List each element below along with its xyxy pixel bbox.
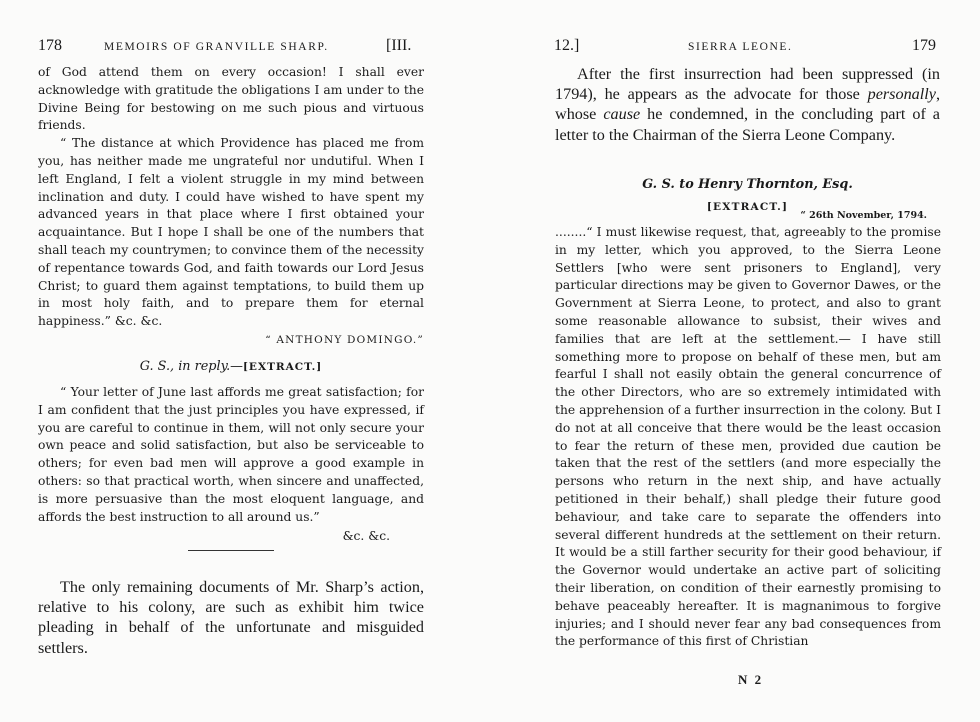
right-page-number: 179 — [912, 37, 936, 54]
letter-heading: G. S. to Henry Thornton, Esq. — [642, 177, 853, 192]
left-running-title: MEMOIRS OF GRANVILLE SHARP. — [104, 41, 329, 53]
narrative-paragraph — [38, 577, 424, 658]
signature-mark: N 2 — [738, 672, 764, 687]
letter-paragraph: of God attend them on every occasion! I shall ever acknowledge with gratitude the obligations I am under to the Divine Being for bestowing on me such pious and virtuous friends. — [38, 65, 424, 133]
letter-body-text: ........“ I must likewise request, that, agreeably to the promise in my letter, which you approved, to the Sierra Leone Settlers [who were sent prisoners to England], very particular directions may be given to Governor Dawes, or the Government at Sierra Leone, to protect, and also to grant some reasonable allowance to subsist, their wives and families that are left at the settlement.— I have still something more to propose on behalf of these men, but am fearful I shall not easily obtain the general concurrence of the other Directors, who are so extremely intimidated with the apprehension of a further insurrection in the colony. But I do not at all conceive that there would be the least occasion to fear the return of these men, provided due caution be taken that the rest of the settlers (and more especially the persons who return in the next ship, and have actually petitioned in their behalf,) shall pledge their future good behaviour, and take care to separate the offenders into several different hundreds at the settlement on their return. It would be a still farther security for their good behaviour, if the Governor would undertake an active part of soliciting their liberation, on condition of their earnestly promising to behave peaceably hereafter. It is magnanimous to forgive injuries; and I should never fear any bad consequences from the performance of this first of Christian — [555, 225, 941, 649]
letter-signature: “ ANTHONY DOMINGO.” — [265, 333, 424, 346]
section-divider — [188, 550, 274, 551]
letter-paragraph: “ The distance at which Providence has placed me from you, has neither made me ungrateful nor undutiful. When I left England, I felt a violent struggle in my mind between inclination and duty. I could have wished to have spent my advanced years in that place where I first obtained your acquaintance. But I hope I shall be one of the numbers that shall teach my countrymen; to convince them of the necessity of repentance towards God, and faith towards our Lord Jesus Christ; to guard them against temptations, to build them up in most holy faith, and to prepare them for eternal happiness.” &c. &c. — [38, 136, 424, 329]
letter-body — [555, 224, 941, 651]
extract-label: [EXTRACT.] — [706, 201, 789, 213]
left-letter-continuation — [38, 64, 424, 350]
intro-text: After the first insurrection had been suppressed (in 1794), he appears as the advocate for those personally, whose cause he condemned, in the concluding part of a letter to the Chairman of the Sierra Leone Company. — [555, 65, 940, 144]
right-page — [490, 0, 980, 722]
narrative-text: The only remaining documents of Mr. Sharp’s action, relative to his colony, are such as exhibit him twice pleading in behalf of the unfortunate and misguided settlers. — [38, 578, 424, 657]
reply-body — [38, 384, 424, 551]
right-chapter-mark: 12.] — [554, 37, 580, 54]
left-chapter-mark: [III. — [386, 37, 412, 54]
reply-etc: &c. &c. — [342, 529, 390, 544]
intro-paragraph — [555, 64, 940, 145]
left-page-number: 178 — [38, 37, 62, 54]
reply-heading: G. S., in reply.—[EXTRACT.] — [139, 359, 323, 374]
right-running-title: SIERRA LEONE. — [688, 41, 793, 53]
reply-paragraph: “ Your letter of June last affords me great satisfaction; for I am confident that the just principles you have expressed, if you are careful to continue in them, will not only secure your own peace and solid satisfaction, but also be serviceable to others; for even bad men will approve a good example in others: so that practical worth, when sincere and unaffected, is more persuasive than the most eloquent language, and affords the best instruction to all around us.” — [38, 385, 424, 524]
letter-dateline: “ 26th November, 1794. — [800, 210, 927, 221]
